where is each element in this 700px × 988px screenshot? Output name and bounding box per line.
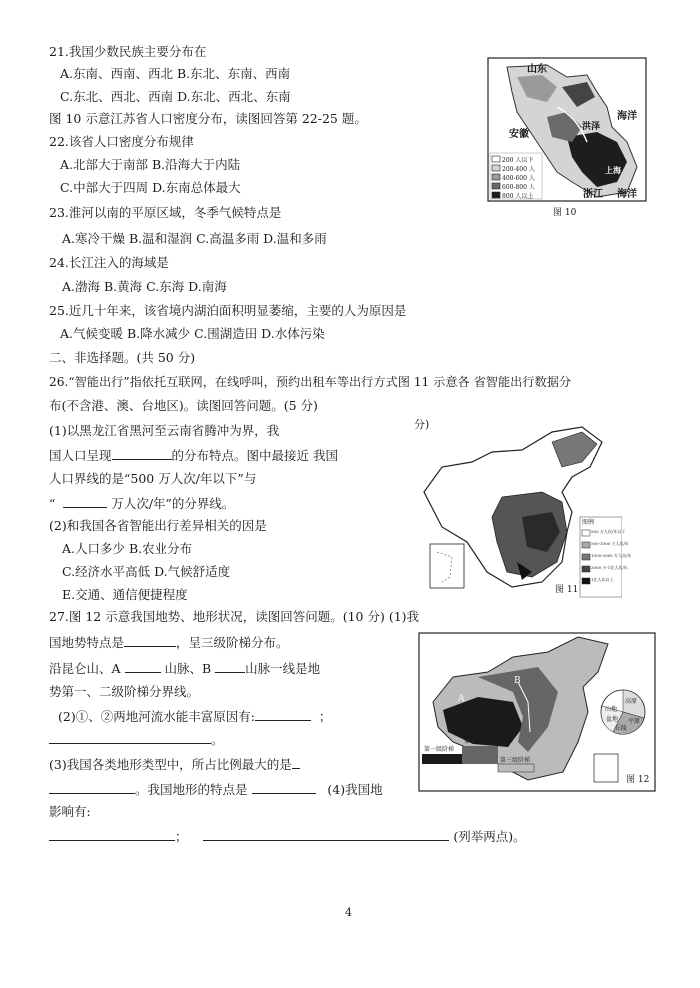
legend-swatch <box>582 554 590 560</box>
pie-label: 高原 <box>625 698 638 705</box>
figure-10-caption: 图 10 <box>553 208 577 218</box>
q26-part1-line4 <box>49 495 234 512</box>
q27-text: 国地势特点是 <box>49 635 125 650</box>
pie-label: 盆地 <box>606 716 619 723</box>
q27-text: ； <box>318 709 332 724</box>
legend-item: 500-1000 万人次/年 <box>591 541 629 546</box>
label-anhui: 安徽 <box>509 129 529 140</box>
answer-blank[interactable] <box>215 660 245 673</box>
legend-swatch <box>492 174 500 180</box>
q24-options: A.渤海 B.黄海 C.东海 D.南海 <box>62 279 227 294</box>
legend-swatch <box>492 165 500 171</box>
china-terrain-map-graphic <box>418 632 656 792</box>
q27-text: 。 <box>211 732 224 747</box>
figure-12-map <box>418 632 656 792</box>
answer-blank[interactable] <box>49 828 175 841</box>
q27-text: (列举两点)。 <box>453 829 526 844</box>
q26-text: 万人次/年”的分界线。 <box>111 496 235 511</box>
label-haiyang-1: 海洋 <box>617 111 637 122</box>
q26-part1-line3: 人口界线的是“500 万人次/年以下”与 <box>49 471 257 486</box>
q27-line6 <box>49 731 224 748</box>
pie-label: 山地 <box>605 706 618 713</box>
answer-blank[interactable] <box>255 708 311 721</box>
q26-part2-options-ab: A.人口多少 B.农业分布 <box>62 541 193 556</box>
legend-item: 800 人以上 <box>502 193 534 200</box>
legend-item: 600-800 人 <box>502 184 535 191</box>
answer-blank[interactable] <box>49 781 135 794</box>
label-hongze: 洪泽 <box>582 122 601 132</box>
q27-line3 <box>49 660 320 677</box>
q21-options-ab: A.东南、西南、西北 B.东北、东南、西南 <box>60 66 291 81</box>
legend-item: 1亿人次以上 <box>591 577 614 582</box>
answer-blank[interactable] <box>63 495 107 508</box>
label-b: B <box>514 676 521 686</box>
q27-line2 <box>49 634 289 651</box>
q27-text: (2)①、②两地河流水能丰富原因有: <box>58 709 255 724</box>
q24-stem: 24.长江注入的海域是 <box>49 255 169 270</box>
legend-swatch <box>582 530 590 536</box>
legend-title: 图例 <box>582 519 595 526</box>
q22-stem: 22.该省人口密度分布规律 <box>49 134 194 149</box>
legend-item: 3000 万-1亿人次/年 <box>591 565 628 570</box>
step-label-1: 第一级阶梯 <box>424 746 455 753</box>
q26-part2-option-e: E.交通、通信便捷程度 <box>62 587 188 602</box>
step-label-2: 第二级阶梯 <box>464 738 495 745</box>
pie-label: 平原 <box>628 718 641 725</box>
step-block-2 <box>462 746 498 764</box>
answer-blank[interactable] <box>49 731 211 744</box>
q26-part2-options-cd: C.经济水平高低 D.气候舒适度 <box>62 564 231 579</box>
legend-swatch <box>492 183 500 189</box>
answer-blank[interactable] <box>203 828 449 841</box>
step-block-1 <box>422 754 462 764</box>
q23-options: A.寒冷干燥 B.温和湿润 C.高温多雨 D.温和多雨 <box>62 231 327 246</box>
label-a: A <box>458 694 465 704</box>
q27-text: 山脉一线是地 <box>245 661 321 676</box>
page-number: 4 <box>345 906 352 919</box>
q27-line1: 27.图 12 示意我国地势、地形状况，读图回答问题。(10 分) (1)我 <box>49 609 420 624</box>
pie-label: 丘陵 <box>615 725 628 732</box>
q26-stem-line1: 26.“智能出行”指依托互联网，在线呼叫，预约出租车等出行方式图 11 示意各 省智能出行数据分 <box>49 375 572 389</box>
q27-text: ； <box>175 829 188 844</box>
step-block-3 <box>498 764 534 772</box>
q27-text: (4)我国地 <box>327 782 383 797</box>
q27-line7 <box>49 756 300 773</box>
answer-blank[interactable] <box>292 756 300 769</box>
legend-item: 400-600 人 <box>502 175 535 182</box>
label-zhejiang: 浙江 <box>583 189 603 200</box>
q27-line9: 影响有: <box>49 804 91 819</box>
q27-line10 <box>49 828 526 845</box>
q27-line5 <box>58 708 331 725</box>
south-sea-inset <box>594 754 618 782</box>
legend-item: 200-400 人 <box>502 166 535 173</box>
label-shandong: 山东 <box>527 64 547 75</box>
q25-options: A.气候变暖 B.降水减少 C.围湖造田 D.水体污染 <box>60 326 325 341</box>
legend-swatch <box>492 192 500 198</box>
q27-text: (3)我国各类地形类型中，所占比例最大的是 <box>49 757 292 772</box>
q27-text: ，呈三级阶梯分布。 <box>176 635 289 650</box>
answer-blank[interactable] <box>124 634 176 647</box>
q26-text: “ <box>49 496 56 511</box>
label-haiyang-2: 海洋 <box>617 189 637 200</box>
intro-22-25: 图 10 示意江苏省人口密度分布，读图回答第 22-25 题。 <box>49 111 367 126</box>
answer-blank[interactable] <box>252 781 316 794</box>
south-sea-inset <box>430 544 464 588</box>
label-shanghai: 上海 <box>605 165 621 175</box>
q26-part1-line1: (1)以黑龙江省黑河至云南省腾冲为界，我 <box>49 423 280 438</box>
figure-12-caption: 图 12 <box>626 775 650 785</box>
q27-line4: 势第一、二级阶梯分界线。 <box>49 684 200 699</box>
q22-options-cd: C.中部大于四周 D.东南总体最大 <box>60 180 241 195</box>
answer-blank[interactable] <box>112 447 172 460</box>
q23-stem: 23.淮河以南的平原区域，冬季气候特点是 <box>49 205 282 220</box>
answer-blank[interactable] <box>125 660 161 673</box>
figure-10-map <box>487 57 647 217</box>
section-two-heading: 二、非选择题。(共 50 分) <box>49 350 196 365</box>
q27-text: 沿昆仑山、A <box>49 661 121 676</box>
legend-item: 200 人以下 <box>502 157 534 164</box>
legend-item: 500 万人次/年以下 <box>591 529 626 534</box>
q27-line8 <box>49 781 383 798</box>
q27-text: 。我国地形的特点是 <box>135 782 248 797</box>
legend-item: 1000-3000 万人次/年 <box>591 553 632 558</box>
legend-swatch <box>492 156 500 162</box>
figure-11-map <box>412 414 632 604</box>
q26-text: 国人口呈现 <box>49 448 112 463</box>
q21-options-cd: C.东北、西北、西南 D.东北、西北、东南 <box>60 89 291 104</box>
step-label-3: 第三级阶梯 <box>500 757 531 764</box>
q27-text: 山脉、B <box>164 661 212 676</box>
figure-11-prefix: 分) <box>414 418 430 431</box>
legend-swatch <box>582 542 590 548</box>
china-travel-map-graphic <box>412 422 622 602</box>
q25-stem: 25.近几十年来，该省境内湖泊面积明显萎缩，主要的人为原因是 <box>49 303 407 318</box>
legend-swatch <box>582 578 590 584</box>
q26-part1-line2 <box>49 447 338 464</box>
q21-stem: 21.我国少数民族主要分布在 <box>49 44 207 59</box>
q26-stem-line2: 布(不含港、澳、台地区)。读图回答问题。(5 分) <box>49 398 318 413</box>
figure-11-caption: 图 11 <box>555 585 579 595</box>
q26-text: 的分布特点。图中最接近 我国 <box>171 448 338 463</box>
q22-options-ab: A.北部大于南部 B.沿海大于内陆 <box>60 157 241 172</box>
q26-part2-stem: (2)和我国各省智能出行差异相关的因是 <box>49 518 267 533</box>
legend-swatch <box>582 566 590 572</box>
